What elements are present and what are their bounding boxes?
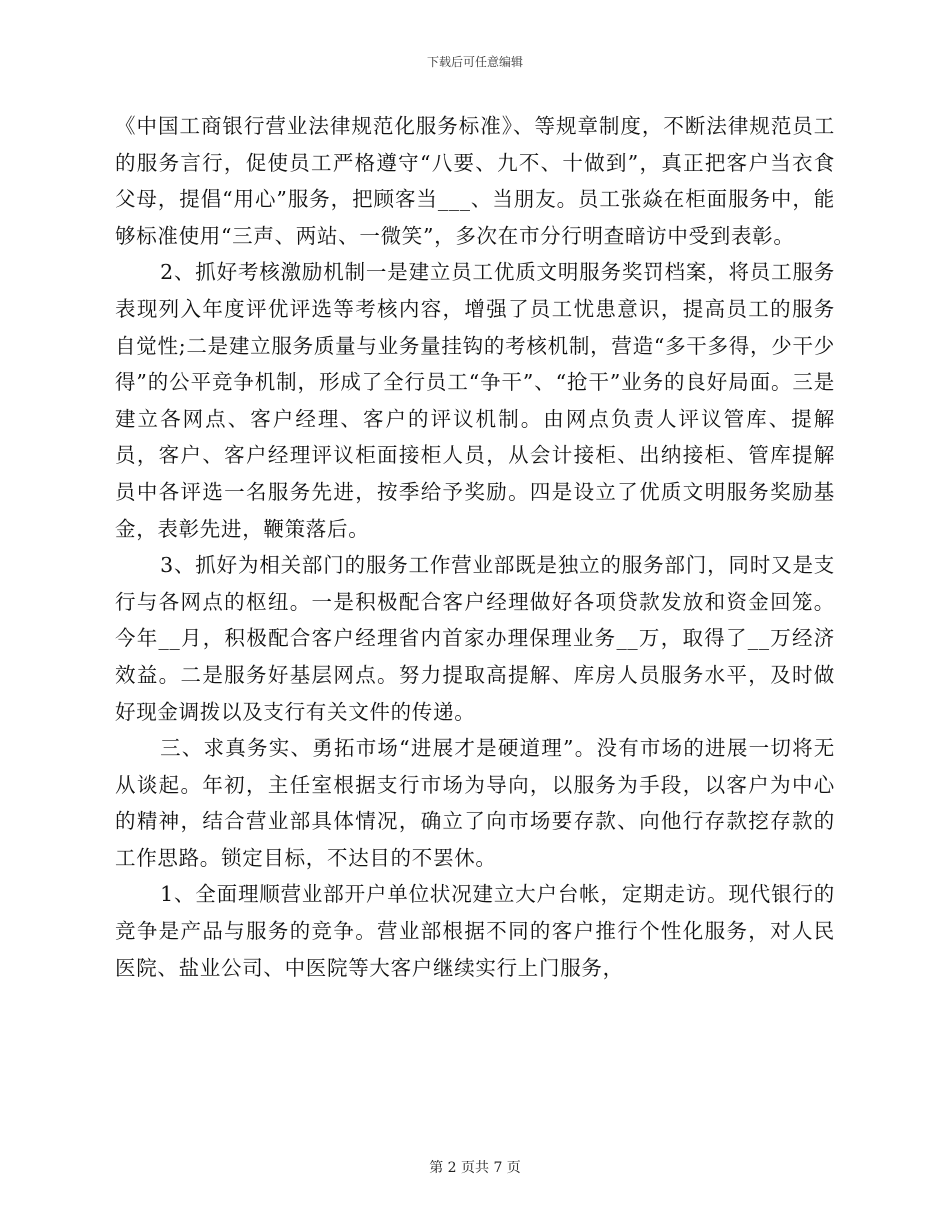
paragraph-department-service: 3、抓好为相关部门的服务工作营业部既是独立的服务部门，同时又是支行与各网点的枢纽。一是积极配合客户经理做好各项贷款发放和资金回笼。今年__月，积极配合客户经理省内首家办理保理业务__万，取得了__万经济效益。二是服务好基层网点。努力提取高提解、库房人员服务水平，及时做好现金调拨以及支行有关文件的传递。 — [115, 553, 835, 724]
paragraph-market-expansion: 三、求真务实、勇拓市场“进展才是硬道理”。没有市场的进展一切将无从谈起。年初，主任室根据支行市场为导向，以服务为手段，以客户为中心的精神，结合营业部具体情况，确立了向市场要存款、向他行存款挖存款的工作思路。锁定目标，不达目的不罢休。 — [115, 736, 835, 870]
document-body — [115, 108, 835, 986]
page-number: 第 2 页共 7 页 — [429, 1160, 521, 1176]
paragraph-service-standards: 《中国工商银行营业法律规范化服务标准》、等规章制度，不断法律规范员工的服务言行，促使员工严格遵守“八要、九不、十做到”，真正把客户当衣食父母，提倡“用心”服务，把顾客当___、当朋友。员工张焱在柜面服务中，能够标准使用“三声、两站、一微笑”，多次在市分行明查暗访中受到表彰。 — [115, 114, 835, 248]
paragraph-account-management: 1、全面理顺营业部开户单位状况建立大户台帐，定期走访。现代银行的竞争是产品与服务的竞争。营业部根据不同的客户推行个性化服务，对人民医院、盐业公司、中医院等大客户继续实行上门服务， — [115, 882, 835, 980]
page-header: 下载后可任意编辑 — [426, 55, 523, 69]
paragraph-incentive-mechanism: 2、抓好考核激励机制一是建立员工优质文明服务奖罚档案，将员工服务表现列入年度评优评选等考核内容，增强了员工忧患意识，提高员工的服务自觉性;二是建立服务质量与业务量挂钩的考核机制，营造“多干多得，少干少得”的公平竞争机制，形成了全行员工“争干”、“抢干”业务的良好局面。三是建立各网点、客户经理、客户的评议机制。由网点负责人评议管库、提解员，客户、客户经理评议柜面接柜人员，从会计接柜、出纳接柜、管库提解员中各评选一名服务先进，按季给予奖励。四是设立了优质文明服务奖励基金，表彰先进，鞭策落后。 — [115, 260, 835, 541]
